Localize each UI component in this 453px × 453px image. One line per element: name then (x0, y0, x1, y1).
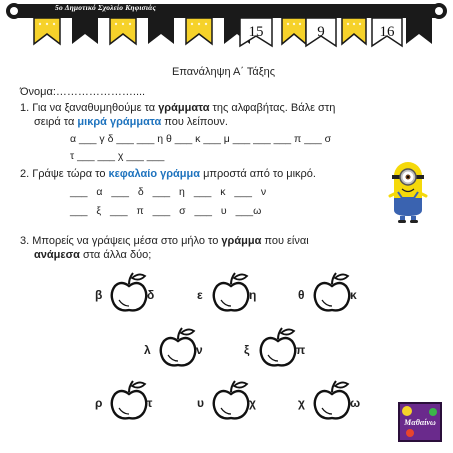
worksheet-title: Επανάληψη Α΄ Τάξης (172, 66, 276, 78)
task3-text-c: που είναι (261, 235, 309, 247)
school-name: 5ο Δημοτικό Σχολείο Κηφισιάς (55, 3, 157, 12)
apple-item (197, 378, 275, 428)
apple-right-letter: τ (147, 396, 153, 410)
task2-keyword-capital-letter: κεφαλαίο γράμμα (108, 168, 201, 180)
apple-left-letter: υ (197, 396, 204, 410)
task3-text-b: στα άλλα δύο; (79, 249, 152, 261)
apple-left-letter: θ (298, 288, 305, 302)
task3-keyword-letter: γράμμα (221, 235, 262, 247)
task2-text-c: μπροστά από το μικρό. (200, 168, 316, 180)
apple-left-letter: χ (298, 396, 305, 410)
apple-item (298, 270, 376, 320)
apple-item (244, 325, 322, 375)
apple-item (95, 270, 173, 320)
task2-text-a: 2. Γράψε τώρα το (20, 168, 109, 180)
apple-item (197, 270, 275, 320)
task1-line2-text-c: που λείπουν. (161, 116, 228, 128)
logo (398, 402, 442, 442)
apple-left-letter: ξ (244, 343, 250, 357)
flag-number-2: 9 (317, 24, 325, 40)
apple-icon[interactable] (158, 325, 198, 369)
apple-item (95, 378, 173, 428)
task1-text-a: 1. Για να ξαναθυμηθούμε τα (20, 102, 159, 114)
apple-right-letter: π (296, 343, 306, 357)
apple-left-letter: λ (144, 343, 151, 357)
flag-number-3: 16 (379, 24, 395, 40)
task1-letter-row-1[interactable]: α ___ γ δ ___ ___ η θ ___ κ ___ μ ___ ___ ___ π ___ σ (70, 133, 332, 145)
apple-right-letter: ω (350, 396, 361, 410)
task2-line (20, 168, 316, 180)
apple-icon[interactable] (312, 270, 352, 314)
logo-text: Μαθαίνω (404, 418, 436, 427)
apple-right-letter: ν (196, 343, 203, 357)
apple-left-letter: ρ (95, 396, 103, 410)
apple-icon[interactable] (211, 378, 251, 422)
task1-line2-text-a: σειρά τα (34, 116, 78, 128)
apple-icon[interactable] (211, 270, 251, 314)
apple-right-letter: δ (147, 288, 155, 302)
task1-keyword-letters: γράμματα (158, 102, 210, 114)
task1-letter-row-2[interactable]: τ ___ ___ χ ___ ___ (70, 150, 165, 162)
apple-item (298, 378, 376, 428)
task1-keyword-small-letters: μικρά γράμματα (77, 116, 162, 128)
task1-text-c: της αλφαβήτας. Βάλε στη (209, 102, 336, 114)
apple-icon[interactable] (312, 378, 352, 422)
apple-left-letter: β (95, 288, 103, 302)
flag-number-1: 15 (248, 24, 264, 40)
apple-left-letter: ε (197, 288, 203, 302)
task2-letter-row-2[interactable]: ___ ξ ___ π ___ σ ___ υ ___ω (70, 205, 262, 217)
apple-icon[interactable] (258, 325, 298, 369)
task1-line2 (34, 116, 228, 128)
apple-right-letter: η (249, 288, 257, 302)
apple-right-letter: κ (350, 288, 357, 302)
apple-icon[interactable] (109, 378, 149, 422)
apple-right-letter: χ (249, 396, 256, 410)
task3-line2 (34, 249, 151, 261)
task3-keyword-between: ανάμεσα (34, 249, 80, 261)
name-field[interactable]: Όνομα:………………….... (20, 86, 146, 98)
minion-illustration (386, 158, 430, 224)
task1-line1 (20, 102, 335, 114)
apple-icon[interactable] (109, 270, 149, 314)
apple-item (144, 325, 222, 375)
task3-line1 (20, 235, 309, 247)
task3-text-a: 3. Μπορείς να γράψεις μέσα στο μήλο το (20, 235, 222, 247)
task2-letter-row-1[interactable]: ___ α ___ δ ___ η ___ κ ___ ν (70, 186, 267, 198)
